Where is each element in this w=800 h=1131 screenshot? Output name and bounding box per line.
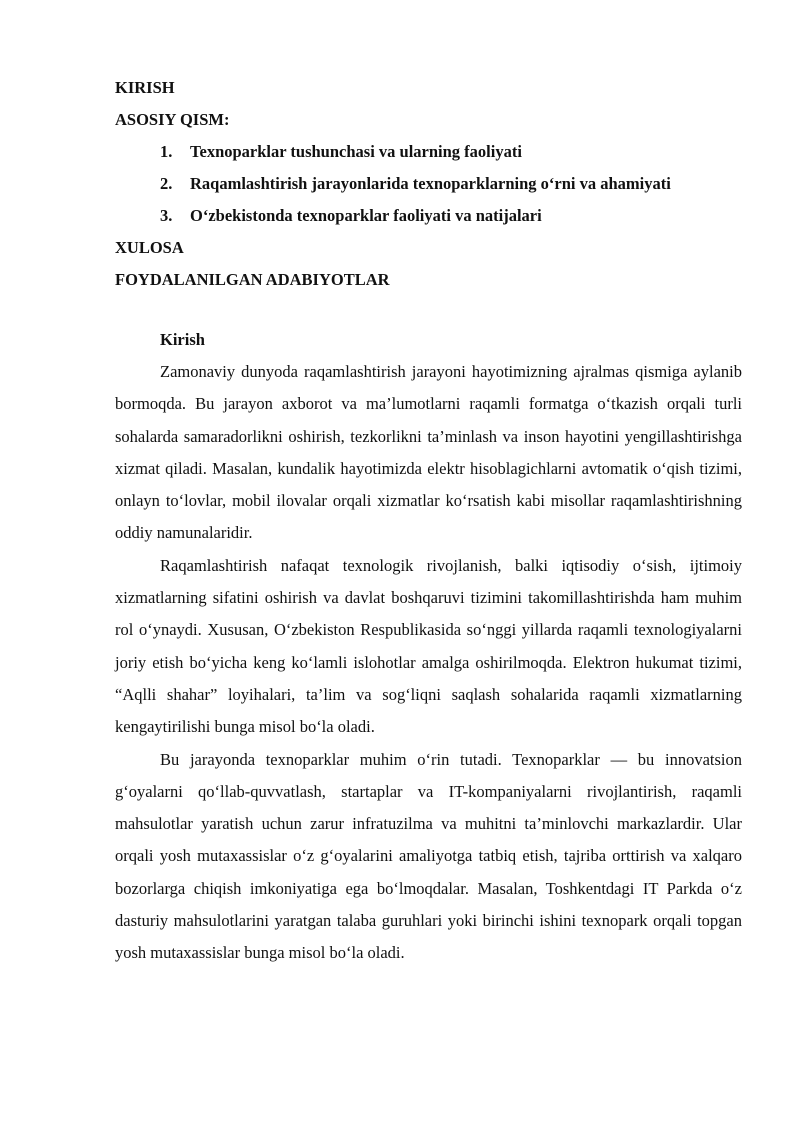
- toc-item: [115, 200, 742, 232]
- toc-references: FOYDALANILGAN ADABIYOTLAR: [115, 270, 390, 289]
- toc-main-part: ASOSIY QISM:: [115, 110, 230, 129]
- toc-item-title: Texnoparklar tushunchasi va ularning faoliyati: [190, 142, 522, 161]
- toc-intro: KIRISH: [115, 78, 175, 97]
- toc-conclusion: XULOSA: [115, 238, 184, 257]
- toc-item-number: 2.: [160, 174, 173, 193]
- paragraph: Bu jarayonda texnoparklar muhim o‘rin tutadi. Texnoparklar — bu innovatsion g‘oyalarni qo‘llab-quvvatlash, startaplar va IT-kompaniyalarni rivojlantirish, raqamli mahsulotlar yaratish uchun zarur infratuzilma va muhitni ta’minlovchi markazlardir. Ular orqali yosh mutaxassislar o‘z g‘oyalarini amaliyotga tatbiq etish, tajriba orttirish va xalqaro bozorlarga chiqish imkoniyatiga ega bo‘lmoqdalar. Masalan, Toshkentdagi IT Parkda o‘z dasturiy mahsulotlarini yaratgan talaba guruhlari yoki birinchi ishini texnopark orqali topgan yosh mutaxassislar bunga misol bo‘la oladi.: [115, 749, 742, 963]
- section-heading: Kirish: [160, 330, 205, 349]
- toc-item: [115, 168, 742, 200]
- toc-item-number: 1.: [160, 142, 173, 161]
- toc-item: [115, 136, 742, 168]
- intro-section: [115, 324, 742, 970]
- spacer: [115, 296, 742, 324]
- toc-item-title: Raqamlashtirish jarayonlarida texnoparklarning o‘rni va ahamiyati: [190, 174, 671, 193]
- table-of-contents: [115, 72, 742, 296]
- toc-item-number: 3.: [160, 206, 173, 225]
- document-page: [115, 72, 742, 970]
- toc-list: [115, 136, 742, 232]
- paragraph: Zamonaviy dunyoda raqamlashtirish jarayoni hayotimizning ajralmas qismiga aylanib bormoqda. Bu jarayon axborot va ma’lumotlarni raqamli formatga o‘tkazish orqali turli sohalarda samaradorlikni oshirish, tezkorlikni ta’minlash va inson hayotini yengillashtirishga xizmat qiladi. Masalan, kundalik hayotimizda elektr hisoblagichlarni avtomatik o‘qish tizimi, onlayn to‘lovlar, mobil ilovalar orqali xizmatlar ko‘rsatish kabi misollar raqamlashtirishning oddiy namunalaridir.: [115, 362, 742, 543]
- paragraph: Raqamlashtirish nafaqat texnologik rivojlanish, balki iqtisodiy o‘sish, ijtimoiy xizmatlarning sifatini oshirish va davlat boshqaruvi tizimini takomillashtirishda ham muhim rol o‘ynaydi. Xususan, O‘zbekiston Respublikasida so‘nggi yillarda raqamli texnologiyalarni joriy etish bo‘yicha keng ko‘lamli islohotlar amalga oshirilmoqda. Elektron hukumat tizimi, “Aqlli shahar” loyihalari, ta’lim va sog‘liqni saqlash sohalarida raqamli xizmatlarning kengaytirilishi bunga misol bo‘la oladi.: [115, 555, 742, 737]
- toc-item-title: O‘zbekistonda texnoparklar faoliyati va natijalari: [190, 206, 542, 225]
